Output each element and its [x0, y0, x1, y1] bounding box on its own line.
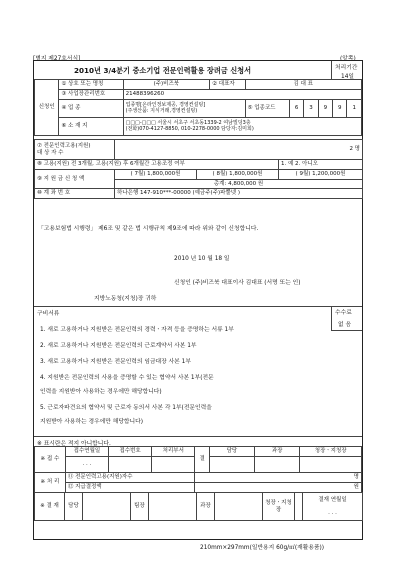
approval-date-label: 결재 연월일	[318, 497, 347, 504]
approval-date: . . .	[328, 509, 337, 516]
form-number: [별지 제27호서식]	[33, 56, 81, 62]
proc-amount-unit: 원	[195, 483, 362, 493]
q8-value: 1. 예 2. 아니오	[279, 160, 363, 170]
code-digit: 3	[304, 100, 318, 118]
q9-label: ⑨ 지 원 금 신 청 액	[35, 170, 115, 189]
q8-label: ⑧ 고용(지원) 전 3개월, 고용(지원) 후 6개월간 고용조정 여부	[35, 160, 279, 170]
resolve-head-cell	[300, 457, 362, 473]
form-title: 2010년 3/4분기 중소기업 전문인력활용 장려금 신청서	[74, 66, 252, 75]
target-value: 2 명	[115, 140, 363, 160]
signer-line: 신청인 (주)비즈북 대표이사 김대표 (서명 또는 인)	[174, 280, 301, 286]
resolve-dept: 과장	[255, 447, 300, 457]
proc-amount-label: ⑫ 지급결정액	[65, 483, 195, 493]
recipient: 지방노동청(지청)장 귀하	[94, 296, 157, 302]
type-value-line2: (주생산품: 지식거래,경영컨설팅)	[125, 107, 198, 114]
approval-staff-cell	[83, 493, 131, 521]
approval-team-cell	[149, 493, 197, 521]
resolve-staff-cell	[209, 457, 254, 473]
proc-count-label: ⑪ 전문인력고용(지원)자수	[65, 473, 195, 483]
address-value	[123, 118, 361, 136]
receipt-col: 접수번호	[109, 447, 152, 457]
period-value: 14일	[341, 74, 354, 80]
declaration-section	[34, 201, 362, 307]
process-label: ※ 처 리	[35, 473, 66, 493]
q9-amount: ( 7월) 1,800,000원	[115, 170, 197, 180]
approval-staff-label: 담당	[65, 493, 83, 521]
rep-label: ② 대표자	[210, 80, 245, 90]
period-label: 처리기간	[335, 65, 358, 71]
documents-section	[34, 306, 362, 437]
approval-dept-cell	[215, 493, 263, 521]
application-form	[33, 60, 363, 540]
approval-label: ※ 결 재	[35, 493, 65, 521]
address-line2: (전화)070-4127-8850, 010-2278-0000 담당자:김미희)	[125, 125, 254, 132]
documents-title: 구비서류	[37, 311, 60, 317]
q10-value: 하나은행 147-910***-00000 (예금주(주)파뿔넷 )	[115, 189, 363, 199]
target-label-line1: ⑦ 전문인력고용(지원)	[37, 143, 91, 150]
q10-label: ⑩ 계 좌 번 호	[35, 189, 115, 199]
approval-head-label: 청장ㆍ지청장	[263, 493, 295, 521]
code-digit: 9	[318, 100, 332, 118]
q9-amount: ( 8월) 1,800,000원	[197, 170, 279, 180]
fee-value: 없 음	[338, 322, 352, 328]
address-label: ⑥ 소 재 지	[59, 118, 123, 136]
receipt-dept-cell	[152, 457, 195, 473]
biz-no-value: 21488396260	[123, 90, 361, 100]
name-value: (주)비즈북	[123, 80, 209, 90]
approval-team-label: 팀장	[131, 493, 149, 521]
document-item: 인력을 지원받아 사용하는 경우에만 해당합니다)	[40, 389, 162, 395]
proc-count-unit: 명	[195, 473, 362, 483]
document-item: 5. 근로자파견요의 협약서 및 근로자 동의서 사본 각 1부(전문인력을	[40, 405, 212, 411]
document-item: 2. 새로 고용하거나 지원받은 전문인력의 근로계약서 사본 1부	[40, 343, 197, 349]
receipt-date: . . .	[65, 457, 108, 473]
type-value-line1: 업종명[온라인정보제공, 경영컨설팅]	[125, 101, 206, 108]
document-item: 3. 새로 고용하거나 지원받은 전문인력의 임금대장 사본 1부	[40, 359, 191, 365]
declaration-date: 2010 년 10 월 18 일	[174, 256, 230, 262]
resolve-head: 청장ㆍ지청장	[300, 447, 362, 457]
paper-size-note: 210mm×297mm(일반용지 60g/㎡(재활용품))	[200, 545, 325, 551]
name-label: ① 상호 또는 명칭	[59, 80, 123, 90]
office-note: ※ 표시란은 적지 아니합니다.	[37, 441, 111, 447]
resolve-dept-cell	[255, 457, 300, 473]
q9-amount: ( 9월) 1,200,000원	[279, 170, 363, 180]
document-item: 1. 새로 고용하거나 지원받은 전문인력의 경력ㆍ자격 등을 증명하는 서류 1부	[40, 327, 234, 333]
applicant-section	[34, 79, 362, 136]
approval-dept-label: 과장	[197, 493, 215, 521]
rep-value: 김 대 표	[245, 80, 361, 90]
approval-head-cell	[295, 493, 303, 521]
q9-total: 총계: 4,800,000 원	[115, 180, 363, 189]
resolve-label: 결	[195, 447, 209, 473]
title-row	[34, 61, 362, 80]
document-item: 4. 지원받은 전문인력의 사용을 증명할 수 있는 협약서 사본 1부(전문	[40, 375, 214, 381]
receipt-label: ※ 접 수	[35, 447, 66, 473]
type-label: ④ 업 종	[59, 100, 123, 118]
document-item: 지원받아 사용하는 경우에만 해당합니다)	[40, 419, 143, 425]
code-digit: 6	[289, 100, 303, 118]
declaration-text: 「고용보험법 시행령」 제6조 및 같은 법 시행규칙 제9조에 따라 위와 같이 신청합니다.	[38, 226, 259, 232]
applicant-group-label: 신청인	[35, 80, 59, 136]
fee-label: 수수료	[335, 310, 352, 316]
receipt-number-cell	[109, 457, 152, 473]
resolve-staff: 담당	[209, 447, 254, 457]
target-label	[35, 140, 115, 160]
code-digit: 9	[333, 100, 347, 118]
code-label: ⑤ 업종코드	[245, 100, 289, 118]
receipt-col: 접수연월일	[65, 447, 108, 457]
processing-period	[331, 61, 362, 79]
code-digit: 1	[347, 100, 362, 118]
office-section	[34, 446, 362, 521]
fee-box	[331, 306, 362, 331]
receipt-col: 처리부서	[152, 447, 195, 457]
type-value	[123, 100, 245, 118]
approval-date-cell	[303, 493, 363, 521]
biz-no-label: ③ 사업장관리번호	[59, 90, 123, 100]
detail-section	[34, 139, 362, 199]
page-side: (앞쪽)	[340, 56, 356, 62]
address-line1: □□□-□□□ 서울시 서초구 서초동1339-2 여남빌딩3층	[125, 119, 251, 126]
target-label-line2: 대 상 자 수	[37, 149, 64, 156]
